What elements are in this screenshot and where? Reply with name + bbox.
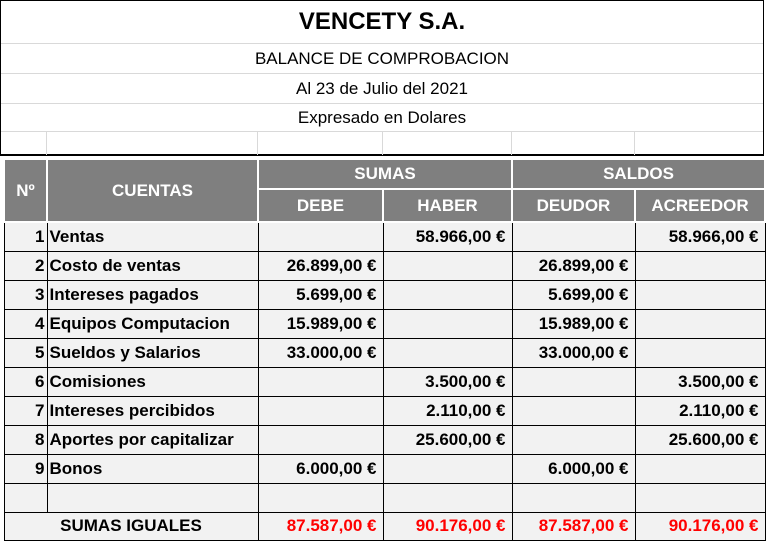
cell-cuenta[interactable]: Equipos Computacion [47,309,258,338]
totals-row [4,512,765,540]
cell-cuenta[interactable]: Intereses pagados [47,280,258,309]
cell-deudor[interactable]: 15.989,00 € [512,309,635,338]
cell-deudor[interactable] [512,425,635,454]
cell-deudor[interactable] [512,222,635,251]
company-name[interactable]: VENCETY S.A. [1,1,763,44]
cell-cuenta[interactable]: Sueldos y Salarios [47,338,258,367]
table-row [4,367,765,396]
cell-haber[interactable]: 25.600,00 € [383,425,512,454]
table-row [4,309,765,338]
cell-num[interactable]: 9 [4,454,47,483]
cell-haber[interactable] [383,338,512,367]
col-header-debe[interactable]: DEBE [258,189,383,222]
cell-acreedor[interactable]: 3.500,00 € [635,367,765,396]
cell-num[interactable]: 1 [4,222,47,251]
empty-cell[interactable] [47,483,258,512]
cell-debe[interactable]: 6.000,00 € [258,454,383,483]
col-header-num[interactable]: Nº [4,159,47,222]
cell-haber[interactable]: 3.500,00 € [383,367,512,396]
cell-num[interactable]: 8 [4,425,47,454]
cell-acreedor[interactable] [635,309,765,338]
table-row [4,338,765,367]
table-row [4,396,765,425]
cell-acreedor[interactable]: 58.966,00 € [635,222,765,251]
cell-cuenta[interactable]: Costo de ventas [47,251,258,280]
col-header-deudor[interactable]: DEUDOR [512,189,635,222]
gridline [257,132,258,155]
cell-debe[interactable]: 15.989,00 € [258,309,383,338]
gridline [511,132,512,155]
report-header [0,0,764,156]
cell-num[interactable]: 3 [4,280,47,309]
cell-deudor[interactable]: 26.899,00 € [512,251,635,280]
col-header-acreedor[interactable]: ACREEDOR [635,189,765,222]
cell-haber[interactable] [383,454,512,483]
cell-deudor[interactable]: 6.000,00 € [512,454,635,483]
cell-debe[interactable] [258,396,383,425]
cell-acreedor[interactable] [635,338,765,367]
table-row [4,425,765,454]
cell-debe[interactable]: 33.000,00 € [258,338,383,367]
empty-cell[interactable] [258,483,383,512]
empty-cell[interactable] [635,483,765,512]
cell-acreedor[interactable]: 2.110,00 € [635,396,765,425]
report-title[interactable]: BALANCE DE COMPROBACION [1,44,763,74]
col-header-haber[interactable]: HABER [383,189,512,222]
totals-label[interactable]: SUMAS IGUALES [4,512,258,540]
gridline [634,132,635,155]
cell-num[interactable]: 6 [4,367,47,396]
cell-debe[interactable] [258,222,383,251]
cell-cuenta[interactable]: Comisiones [47,367,258,396]
cell-debe[interactable]: 5.699,00 € [258,280,383,309]
cell-acreedor[interactable]: 25.600,00 € [635,425,765,454]
cell-num[interactable]: 7 [4,396,47,425]
cell-debe[interactable]: 26.899,00 € [258,251,383,280]
report-date[interactable]: Al 23 de Julio del 2021 [1,74,763,104]
cell-debe[interactable] [258,367,383,396]
blank-row [4,483,765,512]
gridline [46,132,47,155]
table-row [4,251,765,280]
header-row-1 [4,159,765,189]
total-deudor[interactable]: 87.587,00 € [512,512,635,540]
cell-deudor[interactable] [512,396,635,425]
empty-cell[interactable] [512,483,635,512]
cell-haber[interactable]: 58.966,00 € [383,222,512,251]
cell-num[interactable]: 2 [4,251,47,280]
cell-haber[interactable] [383,251,512,280]
cell-haber[interactable] [383,280,512,309]
col-header-cuentas[interactable]: CUENTAS [47,159,258,222]
cell-num[interactable]: 5 [4,338,47,367]
col-header-saldos[interactable]: SALDOS [512,159,765,189]
gridline [382,132,383,155]
col-header-sumas[interactable]: SUMAS [258,159,512,189]
cell-deudor[interactable] [512,367,635,396]
total-acreedor[interactable]: 90.176,00 € [635,512,765,540]
cell-haber[interactable]: 2.110,00 € [383,396,512,425]
total-debe[interactable]: 87.587,00 € [258,512,383,540]
empty-cell[interactable] [383,483,512,512]
cell-debe[interactable] [258,425,383,454]
cell-num[interactable]: 4 [4,309,47,338]
cell-deudor[interactable]: 5.699,00 € [512,280,635,309]
cell-cuenta[interactable]: Aportes por capitalizar [47,425,258,454]
cell-acreedor[interactable] [635,454,765,483]
cell-cuenta[interactable]: Bonos [47,454,258,483]
table-row [4,280,765,309]
cell-haber[interactable] [383,309,512,338]
cell-acreedor[interactable] [635,280,765,309]
cell-deudor[interactable]: 33.000,00 € [512,338,635,367]
trial-balance-table [3,158,766,541]
table-row [4,454,765,483]
cell-cuenta[interactable]: Ventas [47,222,258,251]
total-haber[interactable]: 90.176,00 € [383,512,512,540]
table-row [4,222,765,251]
empty-cell[interactable] [4,483,47,512]
cell-cuenta[interactable]: Intereses percibidos [47,396,258,425]
report-currency[interactable]: Expresado en Dolares [1,104,763,132]
cell-acreedor[interactable] [635,251,765,280]
